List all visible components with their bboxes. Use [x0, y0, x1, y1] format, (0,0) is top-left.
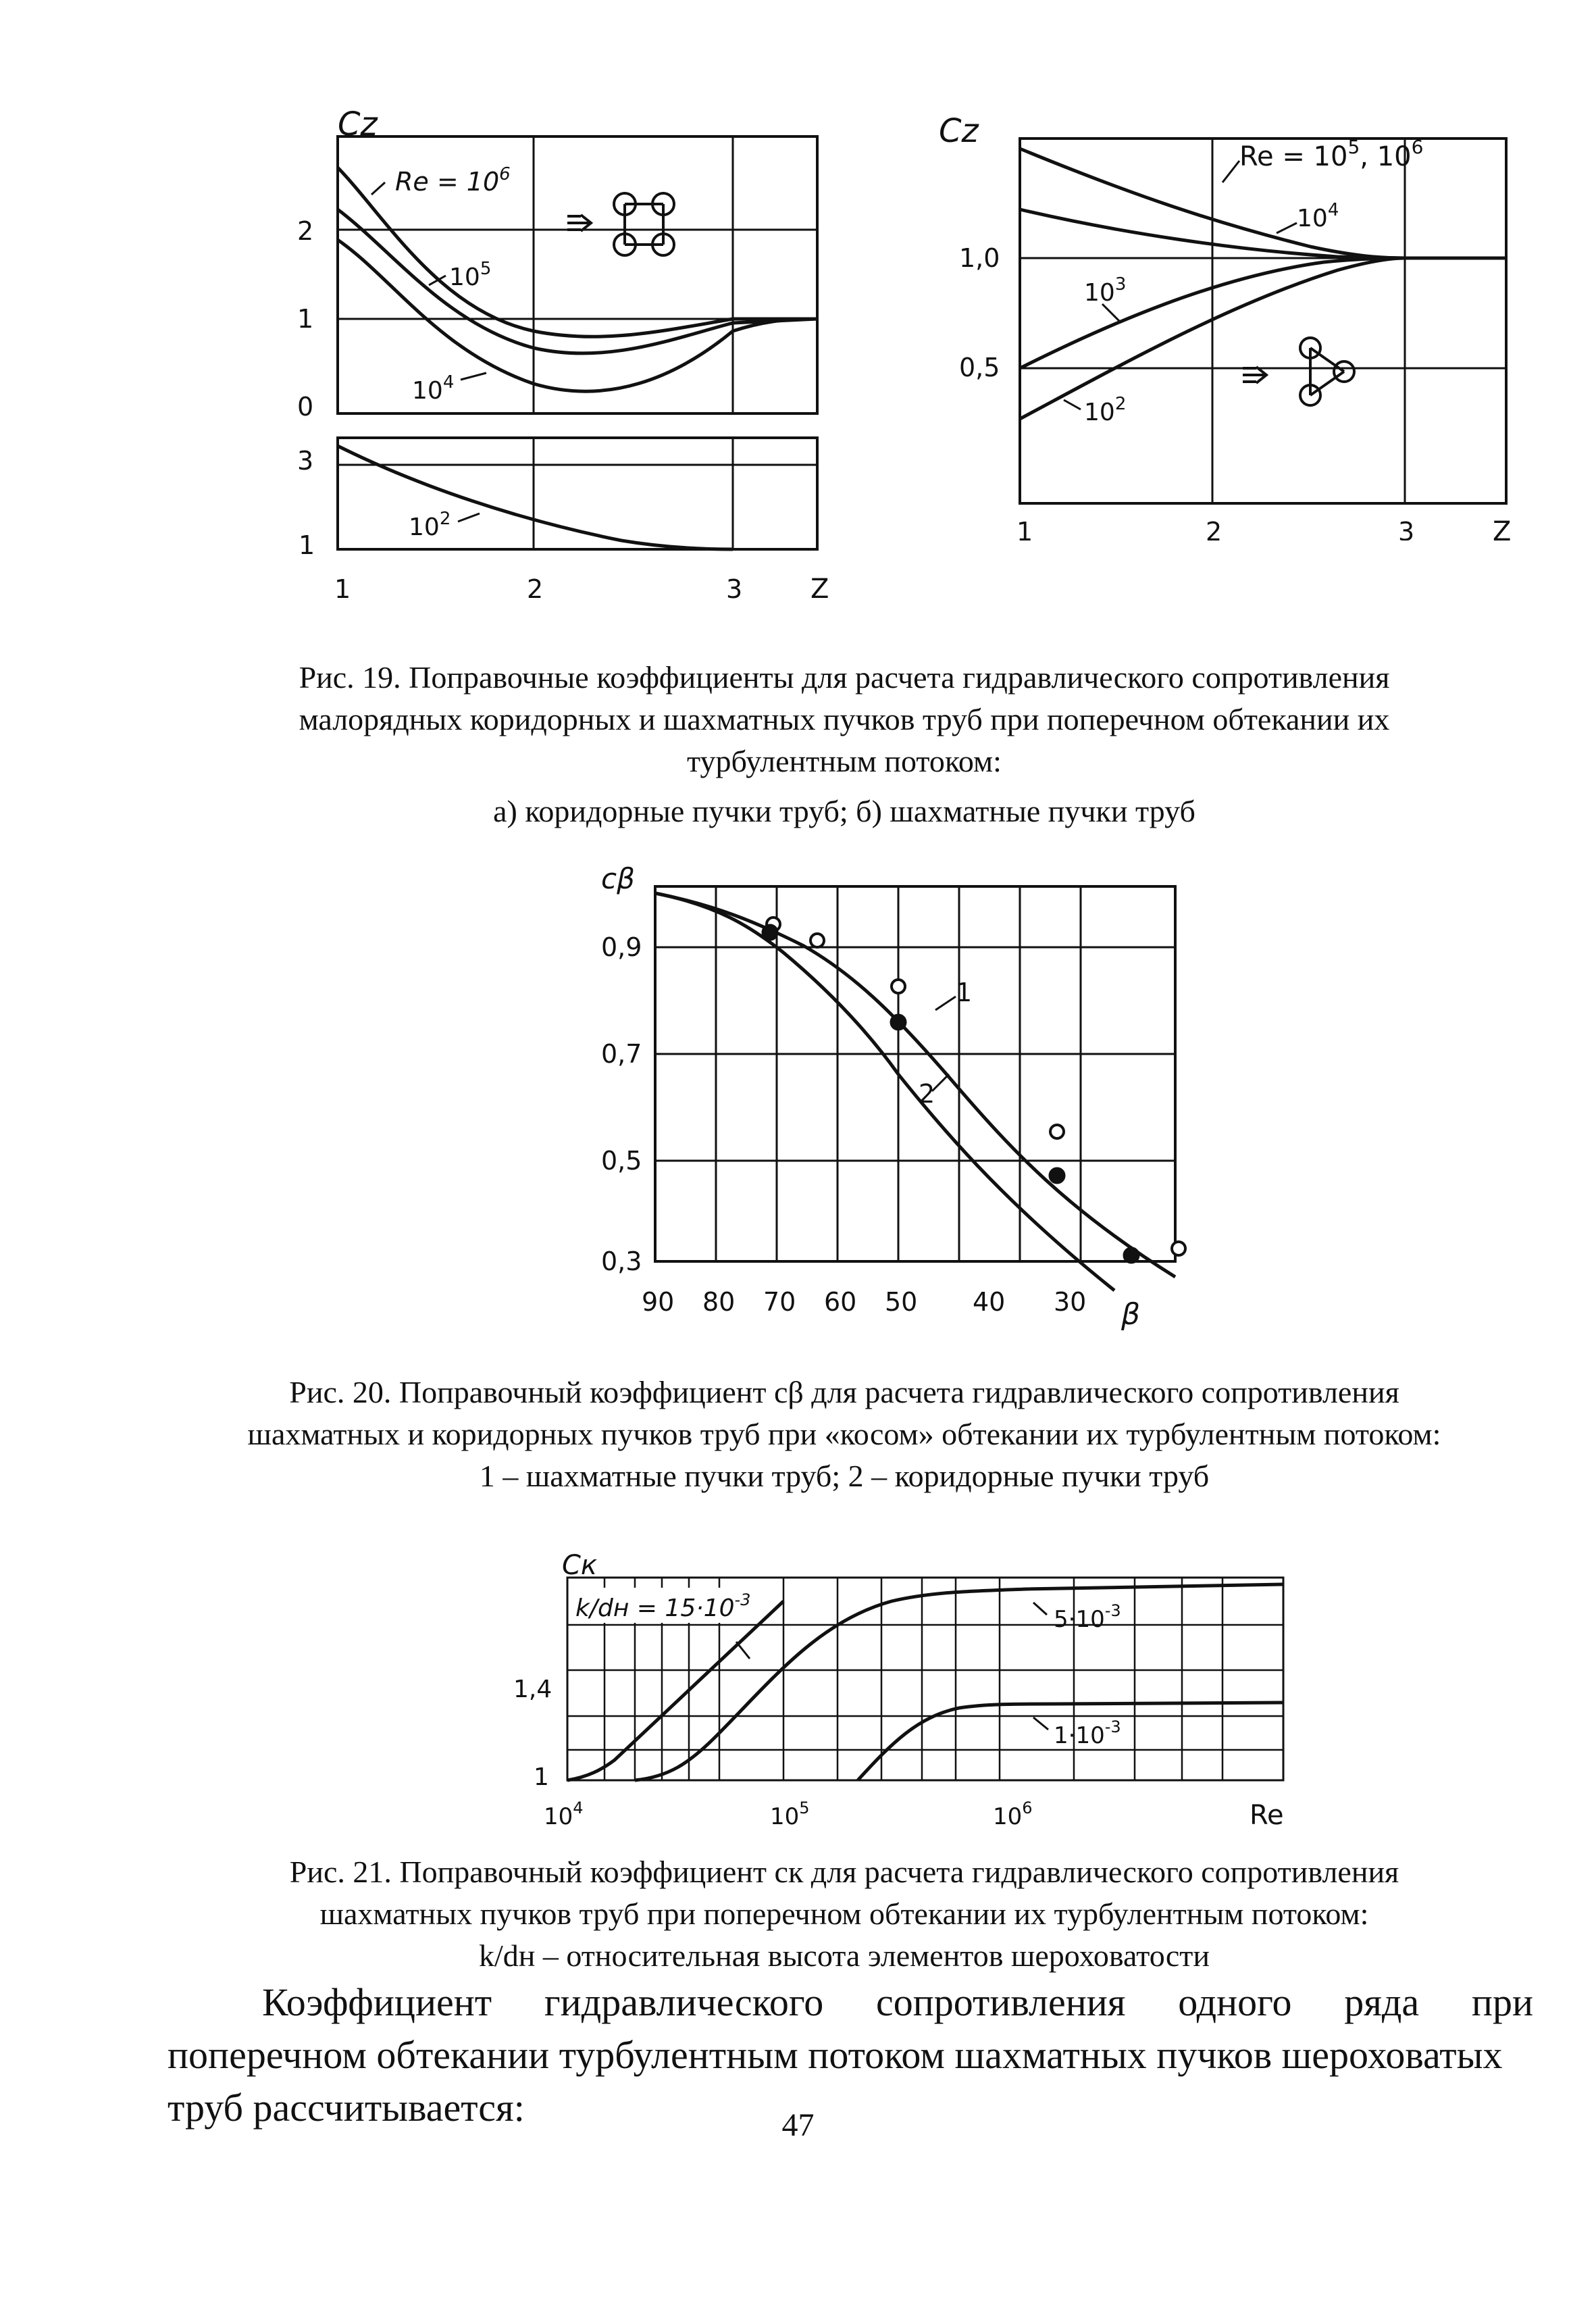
fig19a-ylabel: Cz [338, 108, 378, 143]
fig19a-xtick-2: 2 [527, 574, 544, 604]
fig19a-curve-re4 [338, 240, 817, 391]
fig20-ytick-07: 0,7 [601, 1039, 642, 1069]
fig19-caption-line3: турбулентным потоком: [687, 744, 1002, 778]
fig19-caption-line1: Рис. 19. Поправочные коэффициенты для расчета гидравлического сопротивления [299, 660, 1390, 695]
fig20-point-filled-3 [1050, 1168, 1064, 1183]
fig19b-xlabel: Z [1493, 516, 1512, 540]
fig20-xtick-90: 90 [642, 1287, 675, 1317]
fig19a-xlabel: Z [810, 574, 829, 605]
fig19b-ylabel: Cz [939, 112, 979, 150]
fig20-ytick-05: 0,5 [601, 1146, 642, 1176]
fig21-caption [169, 1851, 1520, 1977]
fig20-grid [655, 886, 1175, 1261]
fig19-caption-line2: малорядных коридорных и шахматных пучков труб при поперечном обтекании их [299, 702, 1390, 736]
fig20-point-open-4 [1050, 1125, 1064, 1138]
fig20-curve-1 [655, 893, 1175, 1277]
fig19b-curve-re3 [1020, 258, 1506, 368]
fig20-xtick-50: 50 [885, 1287, 918, 1317]
fig20-xtick-30: 30 [1054, 1287, 1087, 1317]
fig19b-ytick-05: 0,5 [959, 353, 1000, 382]
fig20-xtick-60: 60 [824, 1287, 857, 1317]
fig19-subcaption [203, 790, 1486, 832]
body-paragraph-line2: поперечном обтекании турбулентным потоком шахматных пучков шероховатых [168, 2033, 1503, 2077]
corridor-bundle-icon [567, 193, 674, 255]
fig21-caption-line1: Рис. 21. Поправочный коэффициент cк для расчета гидравлического сопротивления [289, 1855, 1399, 1889]
fig21-caption-line2: шахматных пучков труб при поперечном обтекании их турбулентным потоком: [319, 1896, 1369, 1931]
fig20-point-open-2 [810, 934, 824, 947]
fig20-point-filled-1 [763, 925, 777, 940]
fig19b-ytick-1: 1,0 [959, 243, 1000, 273]
fig20-ytick-09: 0,9 [601, 932, 642, 962]
fig19b-xtick-1: 1 [1016, 517, 1033, 540]
fig20-point-open-3 [892, 980, 905, 993]
fig19a-ytick-1: 1 [297, 304, 314, 334]
page-number: 47 [781, 2107, 815, 2143]
fig20-xtick-70: 70 [763, 1287, 796, 1317]
fig19a-ytick-2: 2 [297, 216, 314, 246]
fig19a-curve-re2 [338, 446, 733, 549]
fig21-label-5e-3: $5\cdot 10^{-3}$ [1054, 1601, 1121, 1633]
fig20-point-open-5 [1172, 1242, 1185, 1255]
fig21-curve-15e-3 [567, 1601, 783, 1780]
fig21-ylabel: Cк [562, 1550, 598, 1581]
body-paragraph-line1: Коэффициент гидравлического сопротивления одного ряда при [262, 1980, 1533, 2024]
fig21-caption-line3: k/dн – относительная высота элементов шероховатости [478, 1938, 1210, 1973]
fig19b-xtick-3: 3 [1398, 517, 1415, 540]
fig19a-label-re2: $10^2$ [409, 509, 451, 541]
fig20-xtick-80: 80 [702, 1287, 736, 1317]
fig19a-xtick-3: 3 [726, 574, 743, 604]
fig21-xtick-1e4: $10^4$ [544, 1799, 584, 1830]
fig20-curve-2 [655, 893, 1114, 1290]
fig19-caption [203, 657, 1486, 782]
fig19b-label-re3: $10^3$ [1084, 274, 1127, 307]
fig20-markers-open [767, 917, 1185, 1255]
fig20-xtick-40: 40 [973, 1287, 1006, 1317]
fig21-xtick-1e5: $10^5$ [770, 1799, 810, 1830]
fig20-caption [169, 1372, 1520, 1497]
fig20-chart [581, 858, 1229, 1351]
fig20-ylabel: cβ [601, 862, 635, 895]
fig19a-label-re4: $10^4$ [412, 372, 455, 405]
fig19a-ytick-b1: 1 [299, 530, 315, 560]
fig20-caption-line2: шахматных и коридорных пучков труб при «косом» обтекании их турбулентным потоком: [247, 1417, 1441, 1451]
fig21-chart [513, 1540, 1310, 1838]
fig19a-ytick-0: 0 [297, 392, 314, 422]
fig20-caption-line3: 1 – шахматные пучки труб; 2 – коридорные пучки труб [479, 1459, 1210, 1493]
fig19b-frame [1020, 139, 1506, 503]
staggered-bundle-icon [1243, 338, 1354, 405]
fig19-subcaption-text: а) коридорные пучки труб; б) шахматные пучки труб [493, 794, 1195, 828]
fig19a-ytick-b3: 3 [297, 446, 314, 476]
fig21-label-15e-3: $k/dн = 15\cdot 10^{-3}$ [575, 1590, 751, 1622]
fig20-xlabel: β [1121, 1297, 1141, 1332]
fig21-ytick-1: 1 [534, 1763, 549, 1791]
fig20-curve1-label: 1 [956, 978, 973, 1007]
fig20-curve2-label: 2 [919, 1079, 935, 1109]
fig19b-label-re2: $10^2$ [1084, 394, 1127, 426]
fig19a-label-re6: $Re = 10^6$ [395, 164, 511, 197]
fig19a-label-re5: $10^5$ [449, 259, 492, 291]
fig20-ytick-03: 0,3 [601, 1247, 642, 1276]
fig19a-chart [284, 108, 844, 622]
fig20-point-filled-2 [891, 1015, 906, 1030]
fig19b-chart [932, 108, 1540, 540]
fig21-xtick-1e6: $10^6$ [993, 1799, 1033, 1830]
body-paragraph-line3: труб рассчитывается: [168, 2086, 525, 2130]
fig19a-xtick-1: 1 [334, 574, 351, 604]
fig20-caption-line1: Рис. 20. Поправочный коэффициент cβ для расчета гидравлического сопротивления [289, 1375, 1399, 1409]
fig21-xlabel: Re [1250, 1800, 1284, 1831]
fig21-label-1e-3: $1\cdot 10^{-3}$ [1054, 1717, 1121, 1749]
fig19b-label-re56: $Re = 10^5$, $10^6$ [1239, 136, 1424, 172]
fig20-frame [655, 886, 1175, 1261]
fig19b-xtick-2: 2 [1206, 517, 1222, 540]
fig19b-label-re4: $10^4$ [1297, 200, 1339, 232]
fig20-point-filled-4 [1124, 1248, 1139, 1263]
fig21-ytick-14: 1,4 [513, 1676, 552, 1703]
